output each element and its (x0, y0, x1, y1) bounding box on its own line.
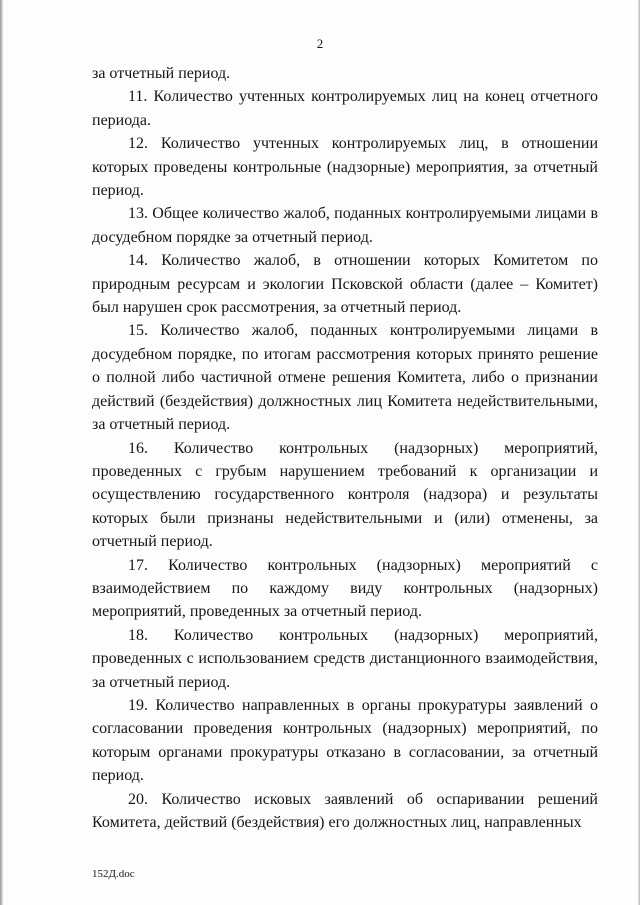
paragraph-item-19: 19. Количество направленных в органы прокуратуры заявлений о согласовании проведения контрольных (надзорных) мероприятий, по которым органами прокуратуры отказано в согласовании, за отчетный период. (92, 696, 598, 785)
page-number: 2 (316, 36, 324, 51)
paragraph-item-14: 14. Количество жалоб, в отношении которых Комитетом по природным ресурсам и экологии Псковской области (далее – Комитет) был нарушен срок рассмотрения, за отчетный период. (92, 252, 598, 317)
paragraph-item-15: 15. Количество жалоб, поданных контролируемыми лицами в досудебном порядке, по итогам рассмотрения которых принято решение о полной либо частичной отмене решения Комитета, либо о признании действий (бездействия) должностных лиц Комитета недействительными, за отчетный период. (92, 322, 598, 434)
paragraph-continuation: за отчетный период. (92, 65, 231, 82)
paragraph-item-20: 20. Количество исковых заявлений об оспаривании решений Комитета, действий (бездействия) его должностных лиц, направленных (92, 790, 598, 831)
scan-left-edge (0, 0, 3, 905)
paragraph-item-13: 13. Общее количество жалоб, поданных контролируемыми лицами в досудебном порядке за отчетный период. (92, 205, 598, 246)
footer-filename: 152Д.doc (92, 868, 135, 880)
paragraph-item-16: 16. Количество контрольных (надзорных) мероприятий, проведенных с грубым нарушением требований к организации и осуществлению государственного контроля (надзора) и результаты которых были признаны недействительными и (или) отменены, за отчетный период. (92, 439, 598, 551)
paragraph-item-11: 11. Количество учтенных контролируемых лиц на конец отчетного периода. (92, 88, 598, 129)
document-body (92, 62, 598, 834)
paragraph-item-17: 17. Количество контрольных (надзорных) мероприятий с взаимодействием по каждому виду контрольных (надзорных) мероприятий, проведенных за отчетный период. (92, 556, 598, 621)
paragraph-item-18: 18. Количество контрольных (надзорных) мероприятий, проведенных с использованием средств дистанционного взаимодействия, за отчетный период. (92, 626, 598, 691)
paragraph-item-12: 12. Количество учтенных контролируемых лиц, в отношении которых проведены контрольные (надзорные) мероприятия, за отчетный период. (92, 135, 598, 200)
